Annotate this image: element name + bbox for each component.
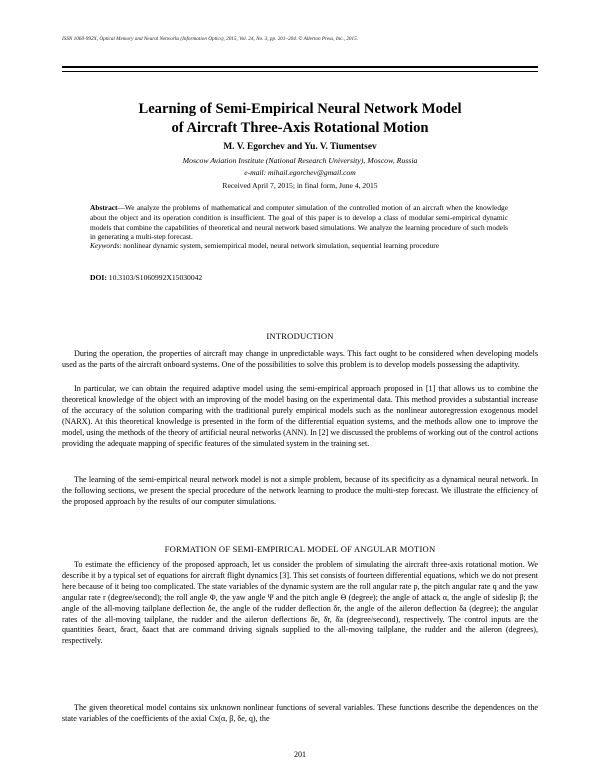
authors: M. V. Egorchev and Yu. V. Tiumentsev [223,142,377,152]
title-line-1: Learning of Semi-Empirical Neural Network Model [138,101,462,117]
keywords [90,241,508,251]
section-heading-introduction: INTRODUCTION [266,331,334,341]
paragraph-intro-2: In particular, we can obtain the required adaptive model using the semi-empirical approach proposed in [1] that allows us to combine the theoretical knowledge of the object with an improving of the model basing on the experimental data. This method provides a substantial increase of the accuracy of the solution comparing with the traditional purely empirical models such as the nonlinear autoregression exogenous model (NARX). At this theoretical knowledge is presented in the form of the differential equation systems, and the methods allow one to improve the model, using the methods of the theory of artificial neural networks (ANN). In [2] we discussed the problems of working out of the control actions providing the adequate mapping of specific features of the simulated system in the training set. [62,384,538,448]
doi-label: DOI: [90,273,107,282]
affiliation: Moscow Aviation Institute (National Research University), Moscow, Russia [182,156,418,165]
paragraph-formation-2: The given theoretical model contains six unknown nonlinear functions of several variables. These functions describe the dependences on the state variables of the coefficients of the axial Cx(α, β, δe, q), the [62,703,538,723]
header-rule-thick [62,66,538,68]
abstract-text: —We analyze the problems of mathematical and computer simulation of the controlled motion of an aircraft when the knowledge about the object and its operation condition is insufficient. The goal of this paper is to develop a class of modular semi-empirical dynamic models that combine the capabilities of theoretical and neural network based simulations. We analyze the learning procedure of such models in generating a multi-step forecast. [90,203,508,242]
page-number: 201 [294,750,306,759]
keywords-text: : nonlinear dynamic system, semiempirical model, neural network simulation, sequential learning procedure [119,241,440,250]
paragraph-intro-3: The learning of the semi-empirical neural network model is not a simple problem, because of its specificity as a dynamical neural network. In the following sections, we present the special procedure of the network learning to produce the multi-step forecast. We illustrate the efficiency of the proposed approach by the results of our computer simulations. [62,475,538,506]
paragraph-intro-1: During the operation, the properties of aircraft may change in unpredictable ways. This fact ought to be considered when developing models used as the parts of the aircraft onboard systems. One of the possibilities to solve this problem is to develop models possessing the adaptivity. [62,349,538,369]
section-heading-formation: FORMATION OF SEMI-EMPIRICAL MODEL OF ANGULAR MOTION [164,544,436,554]
keywords-label: Keywords [90,241,120,250]
abstract-label: Abstract [90,203,118,212]
received-dates: Received April 7, 2015; in final form, June 4, 2015 [222,181,378,190]
title-line-2: of Aircraft Three-Axis Rotational Motion [171,120,429,136]
author-email: e-mail: mihail.egorchev@gmail.com [244,168,356,177]
doi [90,273,508,282]
doi-link[interactable]: 10.3103/S1060992X15030042 [106,273,203,282]
abstract [90,203,508,242]
journal-header: ISSN 1060-992X, Optical Memory and Neural Networks (Information Optics), 2015, Vol. 24, No. 3, pp. 201–204. © Allerton Press, Inc., 2015. [62,36,359,42]
header-rule-thin [62,71,538,72]
paper-title [62,100,538,138]
paragraph-formation-1: To estimate the efficiency of the proposed approach, let us consider the problem of simulating the aircraft three-axis rotational motion. We describe it by a typical set of equations for aircraft flight dynamics [3]. This set consists of fourteen differential equations, which we do not present here because of it being too complicated. The state variables of the dynamic system are the roll angular rate p, the pitch angular rate q and the yaw angular rate r (degree/second); the roll angle Φ, the yaw angle Ψ and the pitch angle Θ (degree); the angle of attack α, the angle of sideslip β; the angle of the all-moving tailplane deflection δe, the angle of the rudder deflection δr, the angle of the aileron deflection δa (degree); the angular rates of the all-moving tailplane, the rudder and the aileron deflections δ̇e, δ̇r, δ̇a (degree/second), respectively. The control inputs are the quantities δeact, δract, δaact that are command driving signals supplied to the all-moving tailplane, the rudder and the aileron (degrees), respectively. [62,560,538,646]
